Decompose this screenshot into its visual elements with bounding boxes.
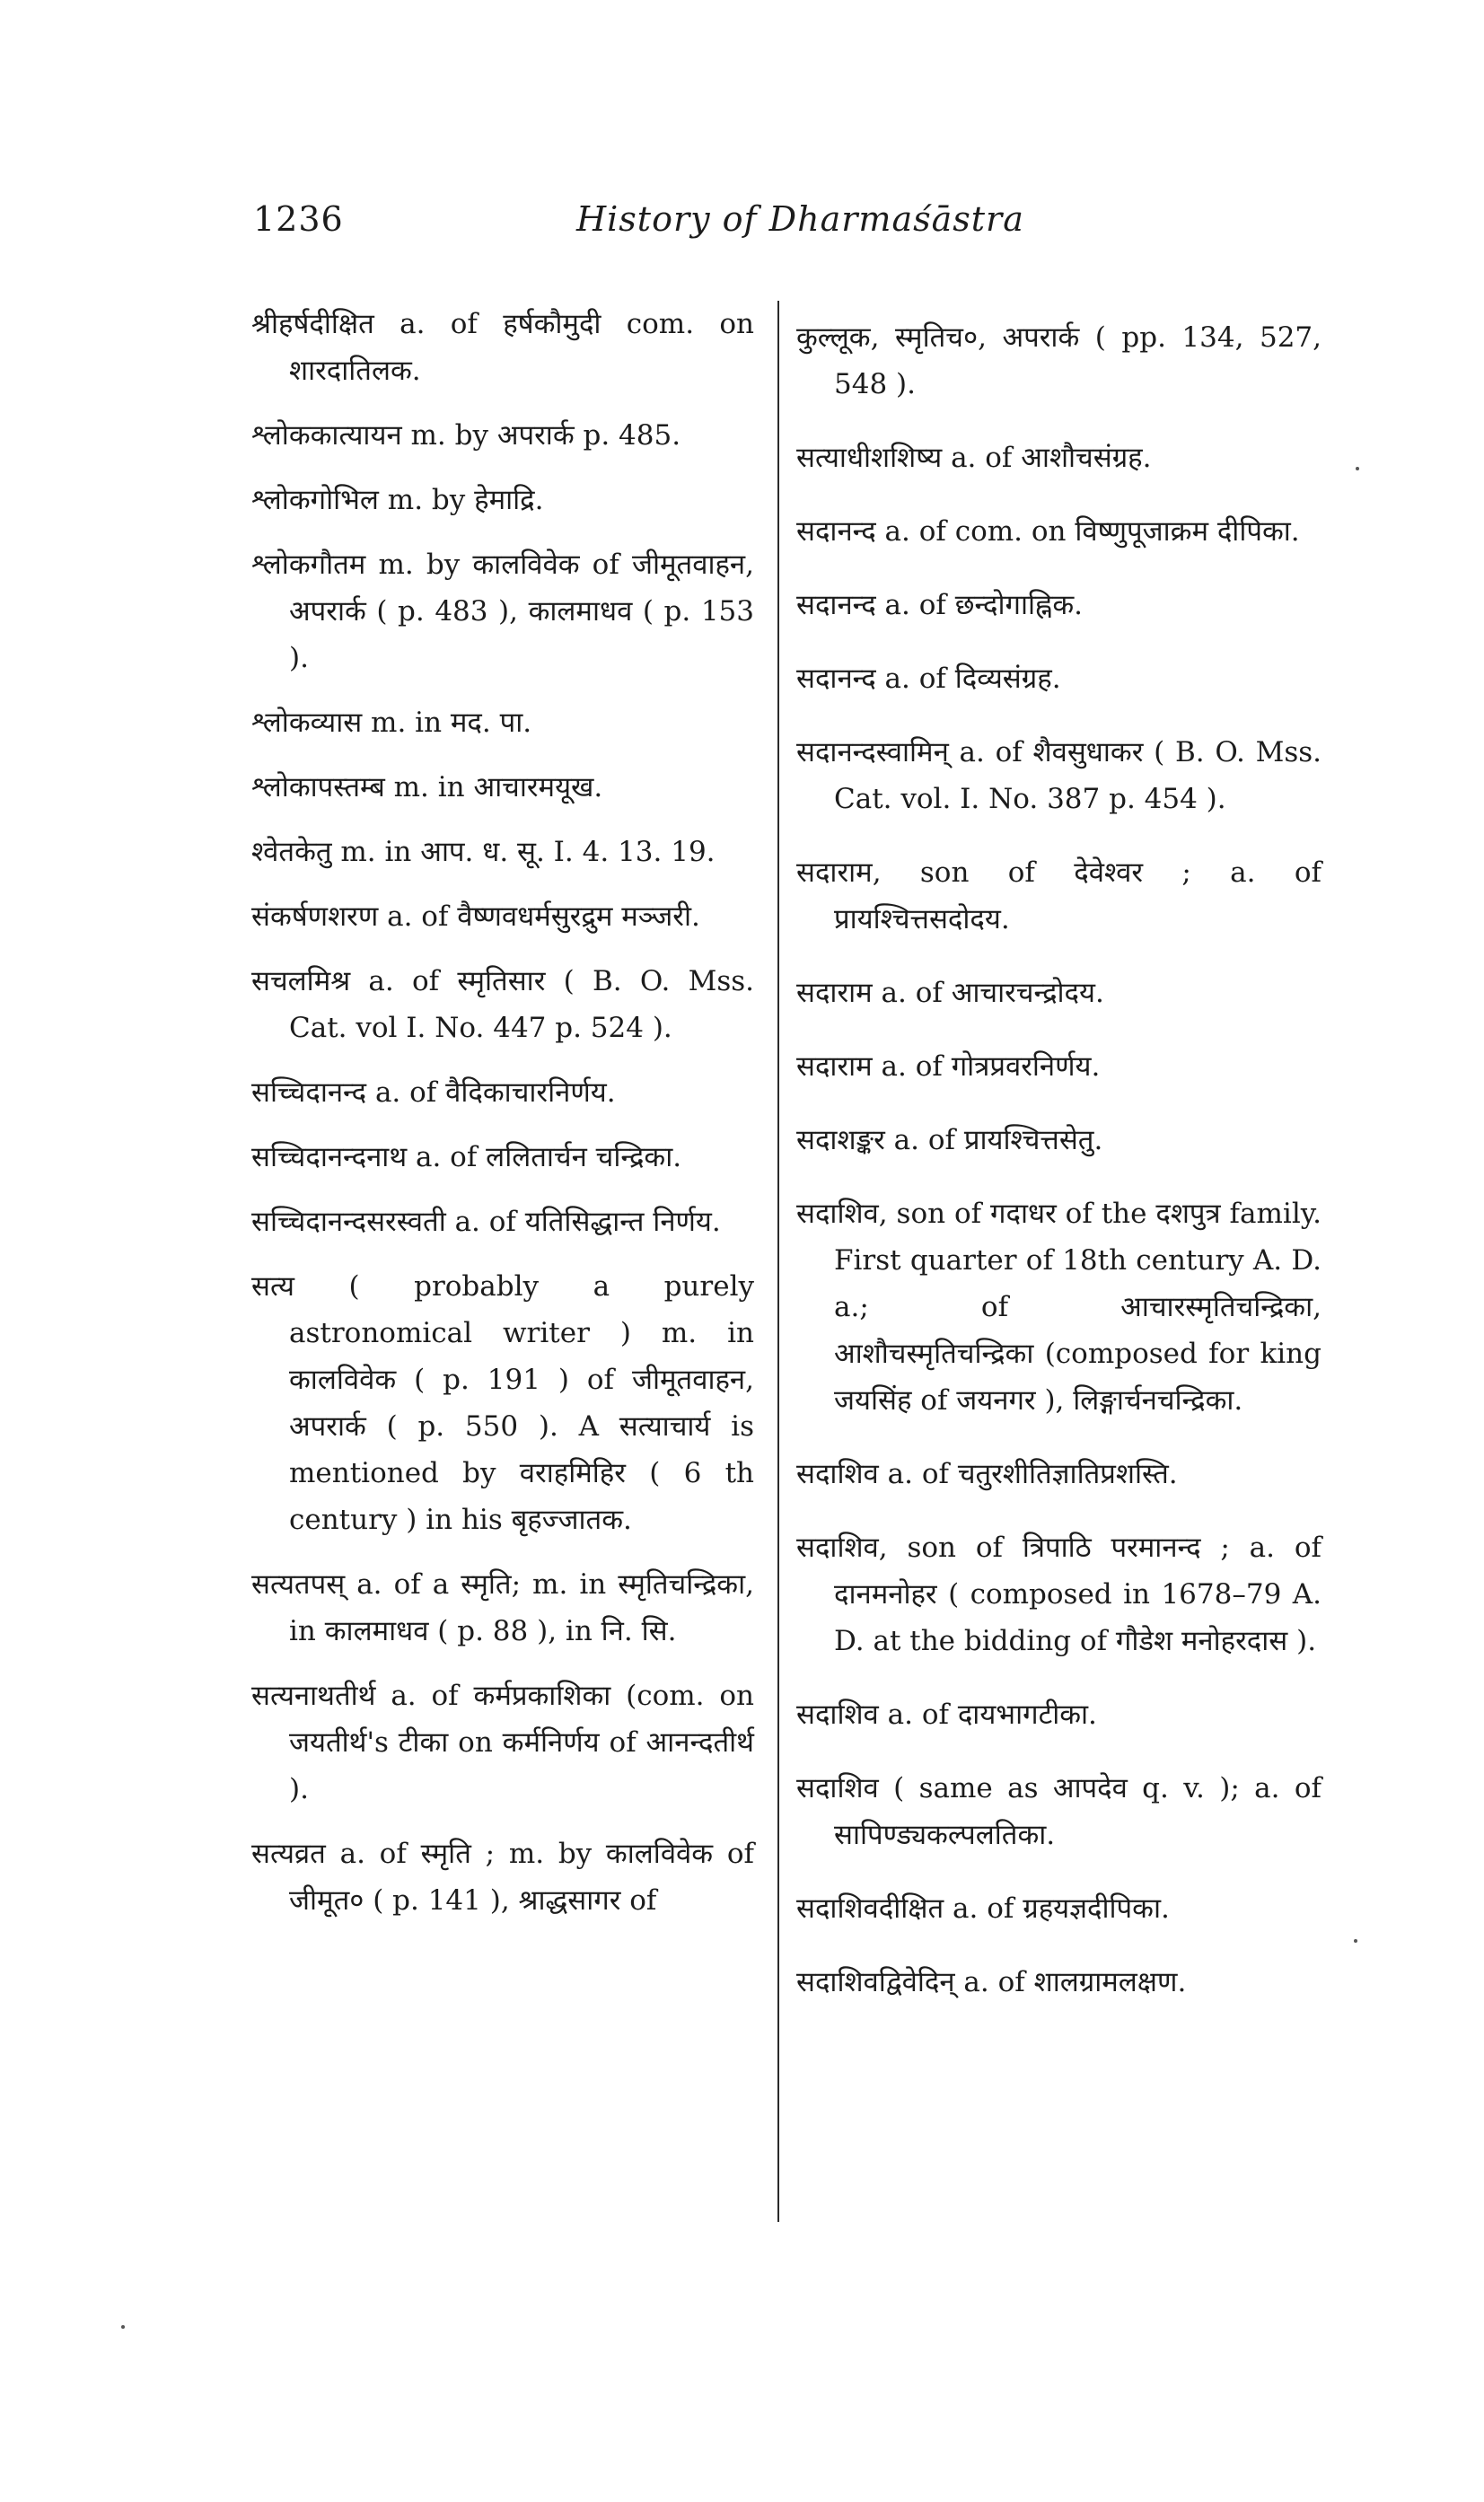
- entry: सदाराम a. of आचारचन्द्रोदय.: [796, 977, 1104, 1009]
- entry: सदाशिव a. of दायभागटीका.: [796, 1699, 1097, 1731]
- entry: सदाशिवदीक्षित a. of ग्रहयज्ञदीपिका.: [796, 1892, 1170, 1925]
- entry: सदाशिव, son of गदाधर of the दशपुत्र family. First quarter of 18th century A. D. a.; of आचारस्मृतिचन्द्रिका, आशौचस्मृतिचन्द्रिका (composed for king जयसिंह of जयनगर ), लिङ्गार्चनचन्द्रिका.: [796, 1198, 1322, 1417]
- entry: सदानन्द a. of com. on विष्णुपूजाक्रम दीपिका.: [796, 515, 1300, 548]
- entry: सदाशिव a. of चतुरशीतिज्ञातिप्रशस्ति.: [796, 1458, 1178, 1490]
- entry: सच्चिदानन्द a. of वैदिकाचारनिर्णय.: [251, 1076, 616, 1109]
- entry: सत्यव्रत a. of स्मृति ; m. by कालविवेक of जीमूत० ( p. 141 ), श्राद्धसागर of: [251, 1838, 754, 1917]
- entry: श्लोककात्यायन m. by अपरार्क p. 485.: [251, 419, 681, 452]
- scan-speck: [1356, 467, 1359, 470]
- entry: सदाशिव ( same as आपदेव q. v. ); a. of सापिण्ड्यकल्पलतिका.: [796, 1772, 1322, 1851]
- entry: सदाराम a. of गोत्रप्रवरनिर्णय.: [796, 1050, 1101, 1083]
- entry: सत्याधीशशिष्य a. of आशौचसंग्रह.: [796, 442, 1152, 474]
- entry: सदानन्द a. of छन्दोगाह्निक.: [796, 589, 1083, 621]
- entry: सत्यनाथतीर्थ a. of कर्मप्रकाशिका (com. on जयतीर्थ's टीका on कर्मनिर्णय of आनन्दतीर्थ ).: [251, 1680, 754, 1805]
- entry: श्लोकगौतम m. by कालविवेक of जीमूतवाहन, अपरार्क ( p. 483 ), कालमाधव ( p. 153 ).: [251, 549, 754, 674]
- entry: सदानन्द a. of दिव्यसंग्रह.: [796, 663, 1061, 695]
- entry: संकर्षणशरण a. of वैष्णवधर्मसुरद्रुम मञ्जरी.: [251, 900, 700, 933]
- entry: सत्य ( probably a purely astronomical writer ) m. in कालविवेक ( p. 191 ) of जीमूतवाहन, अपरार्क ( p. 550 ). A सत्याचार्य is mentioned by वराहमिहिर ( 6 th century ) in his बृहज्जातक.: [251, 1270, 754, 1536]
- entry: सदाशङ्कर a. of प्रायश्चित्तसेतु.: [796, 1124, 1103, 1156]
- entry: श्लोकव्यास m. in मद. पा.: [251, 707, 532, 739]
- entry: श्लोकगोभिल m. by हेमाद्रि.: [251, 484, 544, 516]
- entry: सच्चिदानन्दनाथ a. of ललितार्चन चन्द्रिका.: [251, 1141, 682, 1173]
- entry: श्रीहर्षदीक्षित a. of हर्षकौमुदी com. on शारदातिलक.: [251, 308, 754, 387]
- entry: सचलमिश्र a. of स्मृतिसार ( B. O. Mss. Cat. vol I. No. 447 p. 524 ).: [251, 965, 754, 1044]
- entry: सदानन्दस्वामिन् a. of शैवसुधाकर ( B. O. Mss. Cat. vol. I. No. 387 p. 454 ).: [796, 736, 1322, 815]
- entry: सत्यतपस् a. of a स्मृति; m. in स्मृतिचन्द्रिका, in कालमाधव ( p. 88 ), in नि. सि.: [251, 1568, 754, 1647]
- entry: सदाराम, son of देवेश्वर ; a. of प्रायश्चित्तसदोदय.: [796, 856, 1322, 935]
- page-number: 1236: [253, 199, 344, 239]
- running-title: History of Dharmaśāstra: [576, 199, 1024, 239]
- entry: सच्चिदानन्दसरस्वती a. of यतिसिद्धान्त निर्णय.: [251, 1206, 721, 1238]
- left-column: [251, 301, 754, 1942]
- entry: श्लोकापस्तम्ब m. in आचारमयूख.: [251, 771, 603, 803]
- scan-speck: [1354, 1939, 1357, 1943]
- right-column: [796, 314, 1322, 2032]
- entry: श्वेतकेतु m. in आप. ध. सू. I. 4. 13. 19.: [251, 836, 716, 868]
- entry: सदाशिव, son of त्रिपाठि परमानन्द ; a. of दानमनोहर ( composed in 1678–79 A. D. at the bidding of गौडेश मनोहरदास ).: [796, 1532, 1322, 1657]
- scan-speck: [121, 2325, 125, 2329]
- column-divider: [777, 301, 779, 2222]
- entry: सदाशिवद्विवेदिन् a. of शालग्रामलक्षण.: [796, 1966, 1187, 1998]
- entry: कुल्लूक, स्मृतिच०, अपरार्क ( pp. 134, 527, 548 ).: [796, 321, 1322, 400]
